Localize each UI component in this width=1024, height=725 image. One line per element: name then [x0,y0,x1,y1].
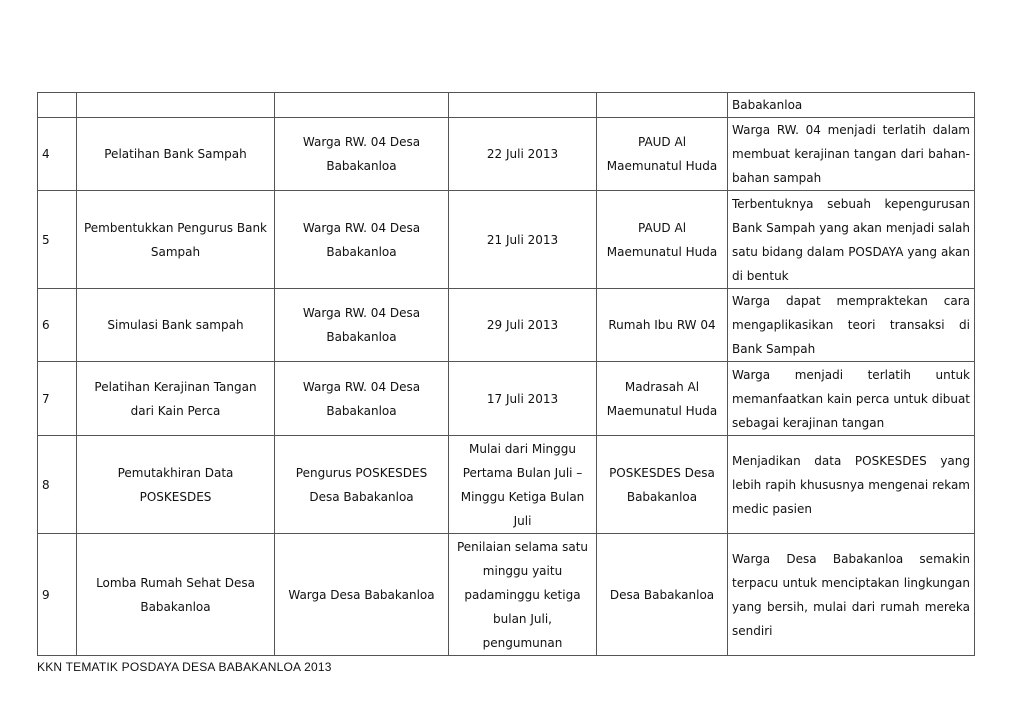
cell-tempat [597,93,728,118]
cell-no: 8 [38,436,77,534]
cell-no: 5 [38,191,77,289]
cell-kegiatan: Pembentukkan Pengurus Bank Sampah [77,191,275,289]
cell-tempat: Desa Babakanloa [597,534,728,656]
cell-kegiatan: Pelatihan Bank Sampah [77,118,275,191]
activity-table [37,92,975,656]
cell-hasil: Warga RW. 04 menjadi terlatih dalam membuat kerajinan tangan dari bahan-bahan sampah [728,118,975,191]
cell-sasaran: Warga Desa Babakanloa [275,534,449,656]
cell-kegiatan [77,93,275,118]
table-row [38,93,975,118]
cell-sasaran: Warga RW. 04 Desa Babakanloa [275,118,449,191]
cell-hasil: Warga menjadi terlatih untuk memanfaatkan kain perca untuk dibuat sebagai kerajinan tangan [728,362,975,436]
cell-hasil: Warga dapat mempraktekan cara mengaplikasikan teori transaksi di Bank Sampah [728,289,975,362]
cell-sasaran: Warga RW. 04 Desa Babakanloa [275,191,449,289]
cell-hasil: Menjadikan data POSKESDES yang lebih rapih khususnya mengenai rekam medic pasien [728,436,975,534]
cell-kegiatan: Pelatihan Kerajinan Tangan dari Kain Perca [77,362,275,436]
page-footer: KKN TEMATIK POSDAYA DESA BABAKANLOA 2013 [37,660,332,674]
cell-no: 4 [38,118,77,191]
cell-sasaran: Warga RW. 04 Desa Babakanloa [275,289,449,362]
cell-waktu: 22 Juli 2013 [449,118,597,191]
table-row [38,191,975,289]
cell-waktu: 29 Juli 2013 [449,289,597,362]
table-row [38,436,975,534]
cell-tempat: Rumah Ibu RW 04 [597,289,728,362]
cell-waktu [449,93,597,118]
cell-hasil: Babakanloa [728,93,975,118]
cell-sasaran [275,93,449,118]
cell-hasil: Terbentuknya sebuah kepengurusan Bank Sampah yang akan menjadi salah satu bidang dalam POSDAYA yang akan di bentuk [728,191,975,289]
cell-tempat: PAUD Al Maemunatul Huda [597,191,728,289]
cell-kegiatan: Simulasi Bank sampah [77,289,275,362]
table-row [38,118,975,191]
cell-tempat: PAUD Al Maemunatul Huda [597,118,728,191]
cell-waktu: Penilaian selama satu minggu yaitu padaminggu ketiga bulan Juli, pengumunan [449,534,597,656]
cell-hasil: Warga Desa Babakanloa semakin terpacu untuk menciptakan lingkungan yang bersih, mulai dari rumah mereka sendiri [728,534,975,656]
cell-waktu: Mulai dari Minggu Pertama Bulan Juli – Minggu Ketiga Bulan Juli [449,436,597,534]
cell-no [38,93,77,118]
cell-sasaran: Pengurus POSKESDES Desa Babakanloa [275,436,449,534]
cell-no: 7 [38,362,77,436]
cell-no: 6 [38,289,77,362]
cell-tempat: POSKESDES Desa Babakanloa [597,436,728,534]
cell-sasaran: Warga RW. 04 Desa Babakanloa [275,362,449,436]
cell-kegiatan: Lomba Rumah Sehat Desa Babakanloa [77,534,275,656]
table-row [38,362,975,436]
table-row [38,534,975,656]
cell-no: 9 [38,534,77,656]
cell-tempat: Madrasah Al Maemunatul Huda [597,362,728,436]
table-row [38,289,975,362]
cell-waktu: 21 Juli 2013 [449,191,597,289]
cell-waktu: 17 Juli 2013 [449,362,597,436]
cell-kegiatan: Pemutakhiran Data POSKESDES [77,436,275,534]
